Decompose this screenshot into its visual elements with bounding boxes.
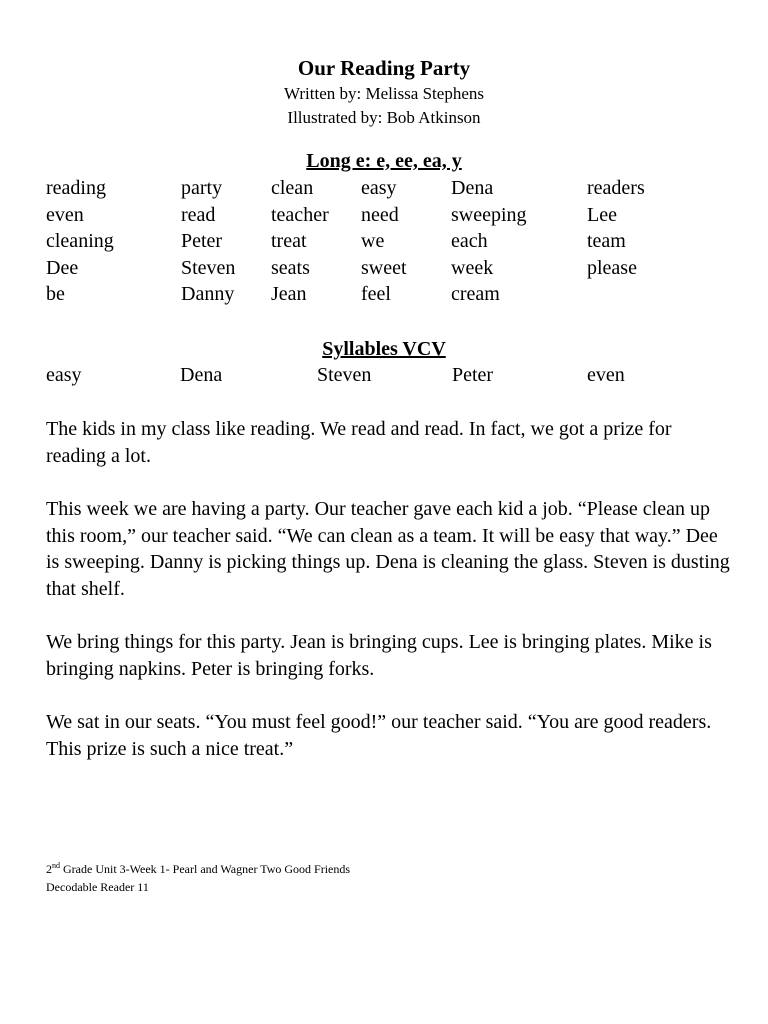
document-header [0, 54, 768, 130]
word-cell: sweeping [451, 203, 527, 226]
story-paragraph: We bring things for this party. Jean is bringing cups. Lee is bringing plates. Mike is bringing napkins. Peter is bringing forks. [46, 631, 712, 680]
word-cell: Dena [451, 177, 494, 199]
word-cell: be [46, 283, 65, 306]
word-cell: team [587, 230, 626, 253]
word-cell: feel [361, 283, 391, 306]
word-cell: each [451, 230, 488, 253]
word-cell: treat [271, 230, 307, 253]
word-cell: we [361, 230, 385, 253]
word-cell: please [587, 256, 637, 279]
long-e-heading: Long e: e, ee, ea, y [306, 150, 462, 172]
syllable-word: Peter [452, 364, 494, 386]
illustrator-credit: Illustrated by: Bob Atkinson [287, 108, 481, 127]
syllable-word: even [587, 364, 625, 386]
syllables-heading: Syllables VCV [322, 338, 446, 360]
word-cell: easy [361, 177, 397, 199]
story-paragraph: The kids in my class like reading. We read and read. In fact, we got a prize for reading a lot. [46, 418, 672, 467]
word-cell: Steven [181, 256, 236, 279]
footer-unit-line [46, 860, 350, 878]
syllables-word-row [46, 362, 746, 389]
word-cell: read [181, 203, 216, 226]
word-cell: readers [587, 177, 645, 199]
syllable-word: Steven [317, 364, 372, 386]
word-cell: Lee [587, 203, 617, 226]
story-title: Our Reading Party [297, 56, 471, 80]
word-cell: Jean [271, 283, 307, 306]
word-cell: week [451, 256, 494, 279]
syllable-word: Dena [180, 364, 223, 386]
word-cell: cream [451, 283, 500, 306]
word-cell: clean [271, 177, 314, 199]
word-cell: even [46, 203, 84, 226]
grade-suffix: nd [52, 861, 60, 870]
word-cell: Danny [181, 283, 235, 306]
story-paragraph: This week we are having a party. Our teacher gave each kid a job. “Please clean up this room,” our teacher said. “We can clean as a team. It will be easy that way.” Dee is sweeping. Danny is picking things up. Dena is cleaning the glass. Steven is dusting that shelf. [46, 498, 730, 600]
unit-description: Grade Unit 3-Week 1- Pearl and Wagner Two Good Friends [60, 862, 351, 876]
syllable-word: easy [46, 364, 82, 386]
word-cell: reading [46, 177, 106, 199]
word-cell: sweet [361, 256, 407, 279]
author-credit: Written by: Melissa Stephens [284, 84, 484, 103]
word-cell: need [361, 203, 399, 226]
story-paragraph: We sat in our seats. “You must feel good!” our teacher said. “You are good readers. This prize is such a nice treat.” [46, 711, 712, 760]
word-cell: cleaning [46, 230, 114, 253]
word-cell: teacher [271, 203, 329, 226]
word-cell: seats [271, 256, 310, 279]
word-cell: Dee [46, 256, 79, 279]
grade-number: 2 [46, 862, 52, 876]
story-body [46, 416, 736, 789]
document-footer [46, 860, 350, 896]
footer-reader-line: Decodable Reader 11 [46, 880, 149, 894]
word-cell: Peter [181, 230, 223, 253]
word-cell: party [181, 177, 223, 199]
